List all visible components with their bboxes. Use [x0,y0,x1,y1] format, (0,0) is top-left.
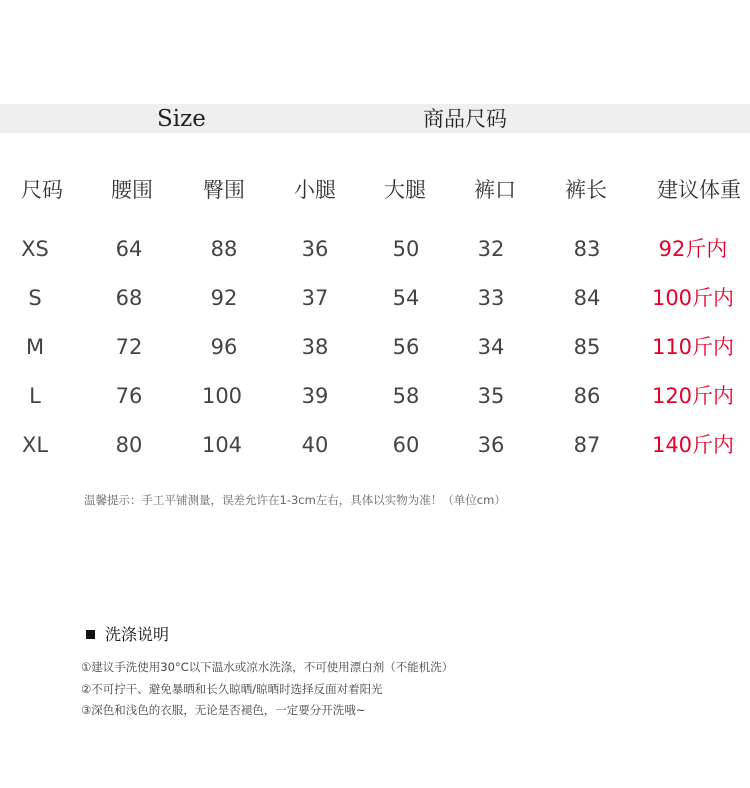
hip-cell: 100 [201,384,243,408]
calf-cell: 40 [301,433,329,457]
column-header-weight: 建议体重 [657,178,741,202]
column-header-calf: 小腿 [294,178,336,202]
length-cell: 84 [573,286,601,310]
column-header-waist: 腰围 [111,178,153,202]
weight-cell: 100斤内 [651,286,735,310]
size-cell: XL [21,433,49,457]
thigh-cell: 50 [392,237,420,261]
length-cell: 87 [573,433,601,457]
size-cell: XS [21,237,49,261]
washing-instruction-item: ③深色和浅色的衣服，无论是否褪色，一定要分开洗哦~ [81,703,366,717]
column-header-thigh: 大腿 [384,178,426,202]
washing-instructions-heading [86,624,169,646]
thigh-cell: 60 [392,433,420,457]
calf-cell: 38 [301,335,329,359]
weight-cell: 110斤内 [651,335,735,359]
weight-cell: 140斤内 [651,433,735,457]
leg-opening-cell: 34 [477,335,505,359]
column-header-length: 裤长 [565,178,607,202]
waist-cell: 80 [115,433,143,457]
table-row [0,327,750,367]
leg-opening-cell: 33 [477,286,505,310]
calf-cell: 37 [301,286,329,310]
thigh-cell: 58 [392,384,420,408]
washing-title-text: 洗涤说明 [105,625,170,644]
washing-instruction-item: ①建议手洗使用30°C以下温水或凉水洗涤，不可使用漂白剂（不能机洗） [81,660,454,674]
weight-cell: 120斤内 [651,384,735,408]
hip-cell: 88 [210,237,238,261]
column-header-size: 尺码 [21,178,63,202]
table-header-row [0,170,750,210]
hip-cell: 96 [210,335,238,359]
waist-cell: 64 [115,237,143,261]
column-header-leg-opening: 裤口 [474,178,516,202]
size-cell: L [29,384,41,408]
length-cell: 86 [573,384,601,408]
header-band [0,104,750,133]
weight-cell: 92斤内 [658,237,728,261]
calf-cell: 36 [301,237,329,261]
size-cell: S [28,286,42,310]
thigh-cell: 54 [392,286,420,310]
calf-cell: 39 [301,384,329,408]
size-heading: Size [157,106,206,132]
measurement-note: 温馨提示：手工平铺测量，误差允许在1-3cm左右，具体以实物为准！（单位cm） [84,493,506,507]
square-bullet-icon [86,630,95,639]
table-row [0,376,750,416]
waist-cell: 76 [115,384,143,408]
washing-instruction-item: ②不可拧干、避免暴晒和长久晾晒/晾晒时选择反面对着阳光 [81,682,383,696]
length-cell: 83 [573,237,601,261]
length-cell: 85 [573,335,601,359]
table-row [0,229,750,269]
hip-cell: 92 [210,286,238,310]
waist-cell: 72 [115,335,143,359]
column-header-hip: 臀围 [203,178,245,202]
table-row [0,425,750,465]
size-chart-heading: 商品尺码 [423,107,507,131]
thigh-cell: 56 [392,335,420,359]
table-row [0,278,750,318]
leg-opening-cell: 36 [477,433,505,457]
leg-opening-cell: 35 [477,384,505,408]
leg-opening-cell: 32 [477,237,505,261]
hip-cell: 104 [201,433,243,457]
waist-cell: 68 [115,286,143,310]
size-cell: M [25,335,45,359]
